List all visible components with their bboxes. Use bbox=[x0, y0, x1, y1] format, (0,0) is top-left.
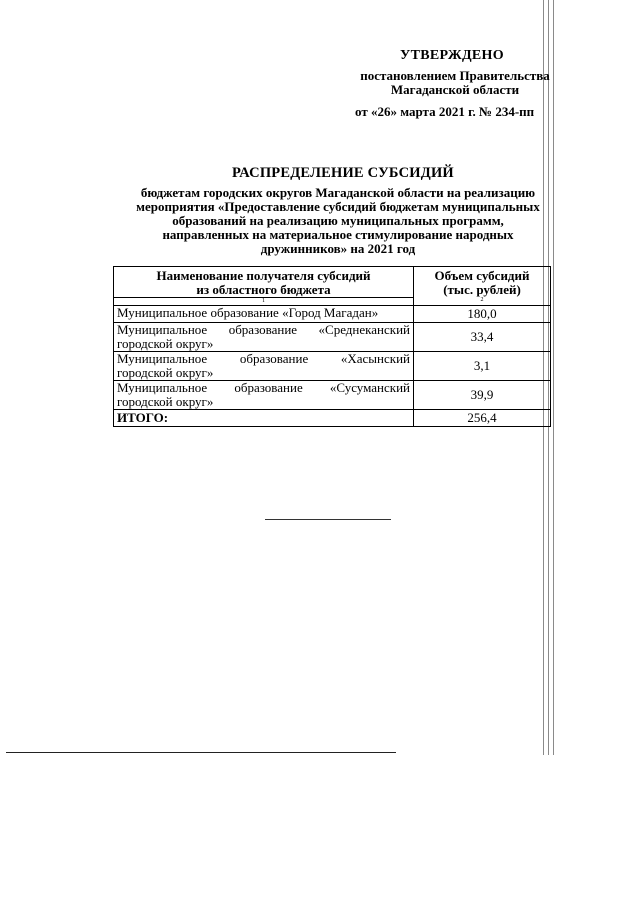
subsidy-amount: 39,9 bbox=[414, 381, 551, 410]
approved-stamp: УТВЕРЖДЕНО bbox=[400, 48, 504, 63]
scan-artifact-line bbox=[6, 752, 396, 753]
header-amount bbox=[414, 267, 551, 306]
header-recipient-line-1: Наименование получателя субсидий bbox=[156, 268, 371, 283]
column-number-1: 1 bbox=[114, 298, 414, 306]
subtitle-line-1: бюджетам городских округов Магаданской области на реализацию bbox=[140, 185, 536, 200]
recipient-name: Муниципальное образование «Среднеканский городской округ» bbox=[114, 323, 414, 352]
subtitle-line-4: направленных на материальное стимулирование народных bbox=[162, 227, 514, 242]
recipient-name: Муниципальное образование «Хасынский городской округ» bbox=[114, 352, 414, 381]
header-amount-line-1: Объем субсидий bbox=[434, 268, 530, 283]
total-row bbox=[114, 410, 551, 427]
document-title: РАСПРЕДЕЛЕНИЕ СУБСИДИЙ bbox=[232, 165, 454, 181]
column-number-2: 2 bbox=[480, 297, 484, 303]
table-row bbox=[114, 323, 551, 352]
subtitle-line-5: дружинников» на 2021 год bbox=[260, 241, 416, 256]
table-row bbox=[114, 381, 551, 410]
subsidy-amount: 33,4 bbox=[414, 323, 551, 352]
end-divider bbox=[265, 519, 391, 520]
header-amount-line-2: (тыс. рублей) bbox=[443, 282, 521, 297]
table-header-row bbox=[114, 267, 551, 298]
resolution-date-number: от «26» марта 2021 г. № 234-пп bbox=[355, 104, 535, 119]
subtitle-line-3: образований на реализацию муниципальных программ, bbox=[172, 213, 504, 228]
header-recipient-line-2: из областного бюджета bbox=[196, 282, 331, 297]
subsidy-amount: 180,0 bbox=[414, 306, 551, 323]
scan-edge-line-3 bbox=[553, 0, 554, 755]
document-subtitle bbox=[108, 186, 568, 256]
resolution-line-1: постановлением Правительства bbox=[360, 68, 550, 83]
recipient-name: Муниципальное образование «Сусуманский городской округ» bbox=[114, 381, 414, 410]
subtitle-line-2: мероприятия «Предоставление субсидий бюджетам муниципальных bbox=[136, 199, 540, 214]
subsidy-amount: 3,1 bbox=[414, 352, 551, 381]
resolution-reference bbox=[340, 69, 570, 97]
header-recipient bbox=[114, 267, 414, 298]
total-amount: 256,4 bbox=[414, 410, 551, 427]
table-row bbox=[114, 352, 551, 381]
recipient-name: Муниципальное образование «Город Магадан» bbox=[114, 306, 414, 323]
total-label: ИТОГО: bbox=[114, 410, 414, 427]
subsidy-table bbox=[113, 266, 551, 427]
resolution-line-2: Магаданской области bbox=[390, 82, 520, 97]
table-row bbox=[114, 306, 551, 323]
